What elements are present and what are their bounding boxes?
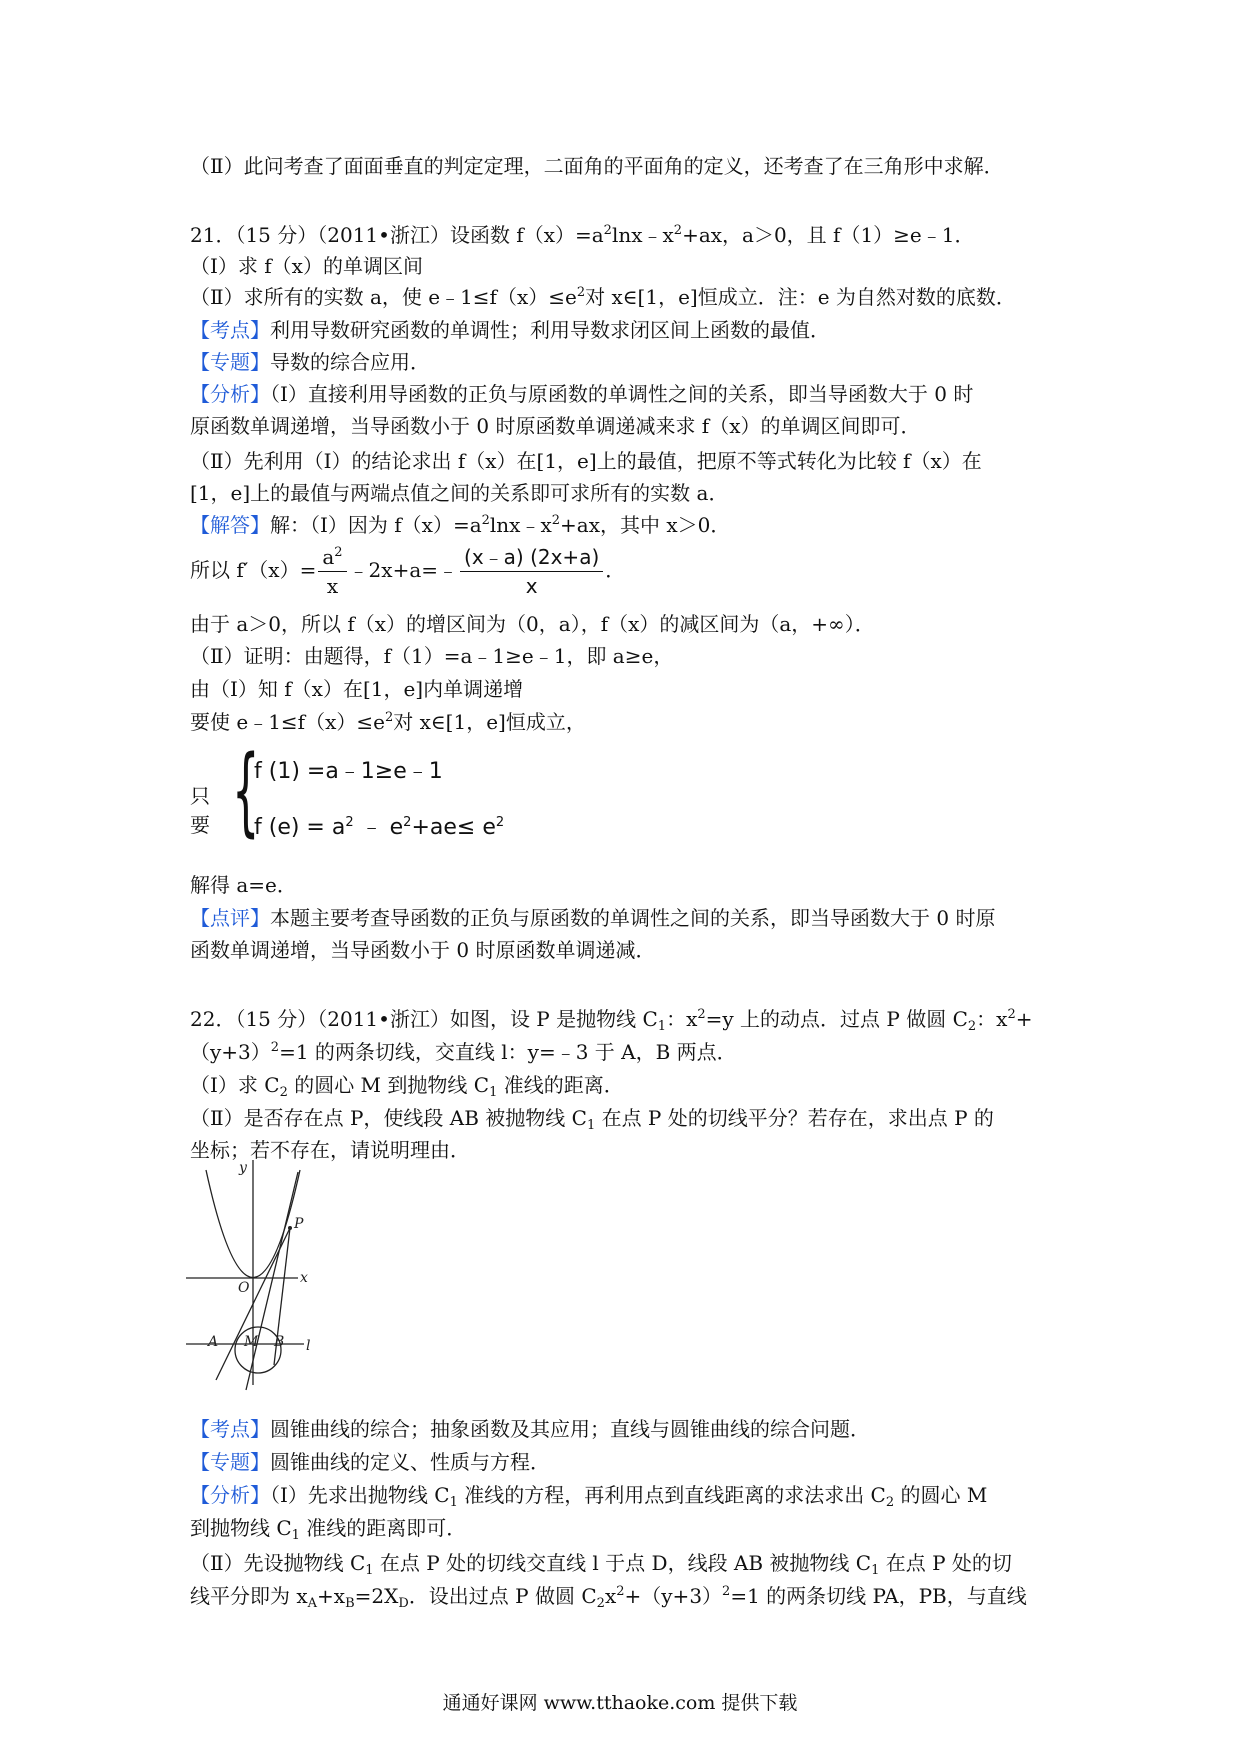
q22-part2: （Ⅱ）是否存在点 P，使线段 AB 被抛物线 $C_1$ 在点 P 处的切线平分？若存在，求出点 P 的 bbox=[190, 1106, 994, 1133]
q21-part1: （Ⅰ）求 f（x）的单调区间 bbox=[190, 254, 423, 278]
fenxi-tag: 【分析】 bbox=[190, 382, 270, 406]
fraction-product-over-x: $\frac{(x﹣a) (2x+a)}{x}$ bbox=[460, 543, 603, 600]
label-o: O bbox=[238, 1280, 250, 1296]
parabola-circle-figure bbox=[186, 1160, 336, 1400]
q21-zhuanti: 【专题】导数的综合应用． bbox=[190, 350, 430, 374]
jieda-tag: 【解答】 bbox=[190, 513, 270, 537]
kaodian-tag: 【考点】 bbox=[190, 318, 270, 342]
label-a: A bbox=[208, 1334, 219, 1350]
left-brace-icon: { bbox=[232, 735, 260, 847]
q21-dianping-2: 函数单调递增，当导函数小于 0 时原函数单调递减． bbox=[190, 938, 656, 962]
q21-proof: （Ⅱ）证明：由题得，f（1）=a﹣1≥e﹣1，即 a≥e， bbox=[190, 644, 674, 668]
q22-fenxi-4: 线平分即为 $x_A+x_B=2X_D$．设出过点 P 做圆 $C_2x^2+(y+3)^2=1$ 的两条切线 PA，PB，与直线 bbox=[190, 1584, 1027, 1611]
label-m: M bbox=[244, 1334, 259, 1350]
q22-fenxi-3: （Ⅱ）先设抛物线 $C_1$ 在点 P 处的切线交直线 l 于点 D，线段 AB 被抛物线 $C_1$ 在点 P 处的切 bbox=[190, 1551, 1012, 1578]
q21-increase-interval: 由于 a＞0，所以 f（x）的增区间为（0，a），f（x）的减区间为（a，+∞）． bbox=[190, 612, 875, 636]
q21-fenxi-3: （Ⅱ）先利用（Ⅰ）的结论求出 f（x）在[1，e]上的最值，把原不等式转化为比较 f（x）在 bbox=[190, 449, 982, 473]
label-x: x bbox=[300, 1270, 308, 1286]
kaodian-tag: 【考点】 bbox=[190, 1417, 270, 1441]
zhuanti-tag: 【专题】 bbox=[190, 350, 270, 374]
q21-solution: 解得 a=e． bbox=[190, 873, 297, 897]
q21-part2: （Ⅱ）求所有的实数 a，使 $e﹣1\le f(x)\le e^2$对 x∈[1，e]恒成立．注：e 为自然对数的底数． bbox=[190, 285, 1016, 309]
q21-fenxi-1: 【分析】（Ⅰ）直接利用导函数的正负与原函数的单调性之间的关系，即当导函数大于 0 时 bbox=[190, 382, 974, 406]
label-p: P bbox=[294, 1216, 304, 1232]
q21-jieda-1: 【解答】解：（Ⅰ）因为 $f(x)=a^2\ln x﹣x^2+ax$，其中 x＞0． bbox=[190, 513, 731, 537]
page-footer: 通通好课网 www.tthaoke.com 提供下载 bbox=[442, 1692, 798, 1714]
q22-header: 22．（15 分）（2011•浙江）如图，设 P 是抛物线 $C_1$：$x^2=y$ 上的动点．过点 P 做圆 $C_2$：$x^2+$ bbox=[190, 1007, 1033, 1034]
q22-fenxi-2: 到抛物线 $C_1$ 准线的距离即可． bbox=[190, 1516, 467, 1543]
label-y: y bbox=[239, 1160, 247, 1176]
q21-dianping-1: 【点评】本题主要考查导函数的正负与原函数的单调性之间的关系，即当导函数大于 0 时原 bbox=[190, 906, 996, 930]
q22-header-2: $(y+3)^2=1$ 的两条切线，交直线 l：y=﹣3 于 A，B 两点． bbox=[190, 1040, 737, 1064]
q22-zhuanti: 【专题】圆锥曲线的定义、性质与方程． bbox=[190, 1450, 550, 1474]
fraction-a2-over-x: $\frac{a^2}{x}$ bbox=[318, 543, 346, 600]
q21-derivative: 所以 f′（x）= $\frac{a^2}{x}$ ﹣2x+a=﹣ $\frac{(x﹣a) (2x+a)}{x}$ ． bbox=[190, 545, 626, 598]
q22-fenxi-1: 【分析】（Ⅰ）先求出抛物线 $C_1$ 准线的方程，再利用点到直线距离的求法求出 $C_2$ 的圆心 M bbox=[190, 1483, 988, 1510]
q21-monotonic: 由（Ⅰ）知 f（x）在[1，e]内单调递增 bbox=[190, 677, 524, 701]
dianping-tag: 【点评】 bbox=[190, 906, 270, 930]
label-l: l bbox=[306, 1338, 311, 1354]
zhuanti-tag: 【专题】 bbox=[190, 1450, 270, 1474]
q22-part2-cont: 坐标；若不存在，请说明理由． bbox=[190, 1138, 470, 1162]
q21-header: 21．（15 分）（2011•浙江）设函数 $f(x)=a^2\ln x﹣x^2+ax$，a＞0，且 f（1）≥e﹣1． bbox=[190, 223, 975, 247]
q22-part1: （Ⅰ）求 $C_2$ 的圆心 M 到抛物线 $C_1$ 准线的距离． bbox=[190, 1073, 624, 1100]
label-b: B bbox=[274, 1334, 285, 1350]
q22-kaodian: 【考点】圆锥曲线的综合；抽象函数及其应用；直线与圆锥曲线的综合问题． bbox=[190, 1417, 870, 1441]
prev-answer-note: （Ⅱ）此问考查了面面垂直的判定定理，二面角的平面角的定义，还考查了在三角形中求解． bbox=[190, 154, 1004, 178]
q21-fenxi-2: 原函数单调递增，当导函数小于 0 时原函数单调递减来求 f（x）的单调区间即可． bbox=[190, 414, 921, 438]
q21-kaodian: 【考点】利用导数研究函数的单调性；利用导数求闭区间上函数的最值． bbox=[190, 318, 830, 342]
fenxi-tag: 【分析】 bbox=[190, 1483, 270, 1507]
q21-condition: 要使 $e﹣1\le f(x)\le e^2$对 x∈[1，e]恒成立， bbox=[190, 710, 586, 734]
tangent-at-p bbox=[246, 1172, 298, 1390]
q21-fenxi-4: [1，e]上的最值与两端点值之间的关系即可求所有的实数 a． bbox=[190, 481, 729, 505]
